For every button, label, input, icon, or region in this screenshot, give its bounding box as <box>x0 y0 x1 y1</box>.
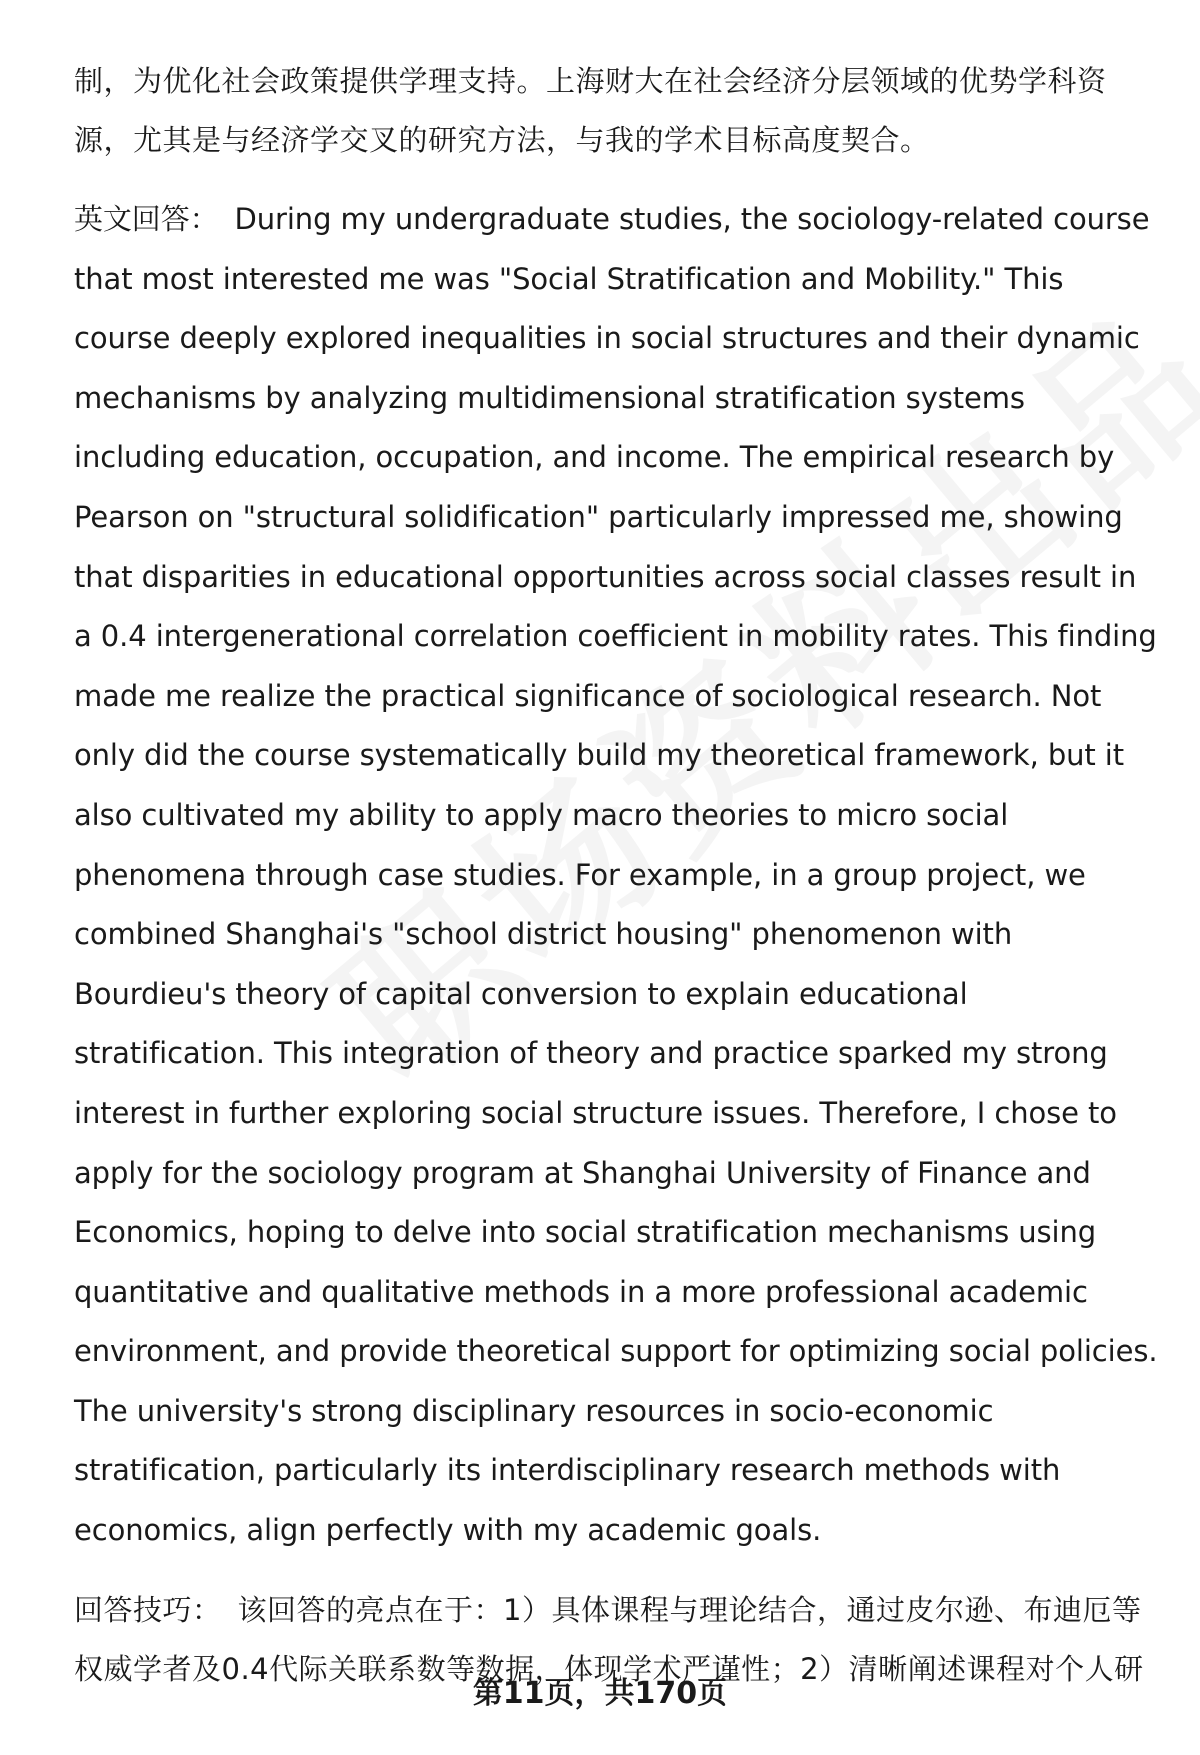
page-indicator: 第11页，共170页 <box>472 1676 728 1711</box>
answer-tips-text: 该回答的亮点在于：1）具体课程与理论结合，通过皮尔逊、布迪厄等权威学者及0.4代际关联系数等数据，体现学术严谨性；2）清晰阐述课程对个人研 <box>74 1592 1144 1686</box>
answer-tips-label: 回答技巧： <box>74 1592 222 1627</box>
document-body <box>74 52 1160 1699</box>
english-answer-paragraph <box>74 190 1160 1561</box>
intro-paragraph: 制，为优化社会政策提供学理支持。上海财大在社会经济分层领域的优势学科资源，尤其是与经济学交叉的研究方法，与我的学术目标高度契合。 <box>74 64 1107 157</box>
english-answer-text: During my undergraduate studies, the sociology-related course that most interested me was "Social Stratification and Mobility." This course deeply explored inequalities in social structures and their dynamic mechanisms by analyzing multidimensional stratification systems including education, occupation, and income. The empirical research by Pearson on "structural solidification" particularly impressed me, showing that disparities in educational opportunities across social classes result in a 0.4 intergenerational correlation coefficient in mobility rates. This finding made me realize the practical significance of sociological research. Not only did the course systematically build my theoretical framework, but it also cultivated my ability to apply macro theories to micro social phenomena through case studies. For example, in a group project, we combined Shanghai's "school district housing" phenomenon with Bourdieu's theory of capital conversion to explain educational stratification. This integration of theory and practice sparked my strong interest in further exploring social structure issues. Therefore, I chose to apply for the sociology program at Shanghai University of Finance and Economics, hoping to delve into social stratification mechanisms using quantitative and qualitative methods in a more professional academic environment, and provide theoretical support for optimizing social policies. The university's strong disciplinary resources in socio-economic stratification, particularly its interdisciplinary research methods with economics, align perfectly with my academic goals. <box>74 202 1158 1548</box>
english-answer-label: 英文回答： <box>74 202 219 236</box>
